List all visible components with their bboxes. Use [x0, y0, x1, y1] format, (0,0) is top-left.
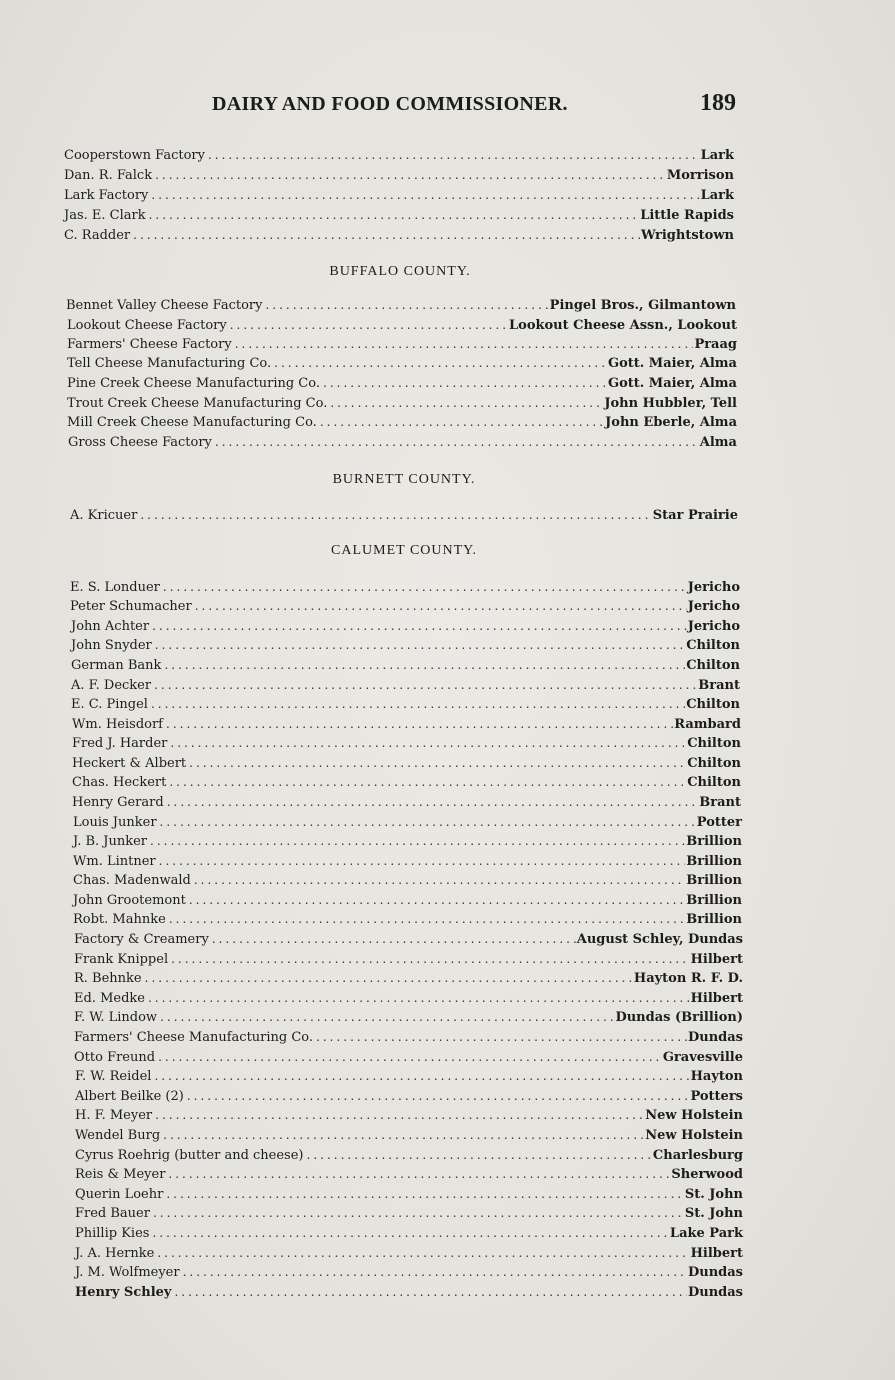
- dot-leader: [323, 374, 607, 392]
- dot-leader: [155, 1106, 644, 1124]
- entry-name: Fred Bauer: [75, 1206, 150, 1221]
- list-item: [71, 636, 740, 655]
- list-item: [75, 1106, 743, 1125]
- list-item: [75, 1126, 743, 1145]
- entry-place: August Schley, Dundas: [576, 932, 743, 947]
- entry-place: Morrison: [666, 168, 734, 183]
- dot-leader: [274, 354, 607, 372]
- entry-name: F. W. Reidel: [75, 1069, 152, 1084]
- list-item: [67, 394, 737, 413]
- dot-leader: [307, 1146, 652, 1164]
- entry-name: John Snyder: [71, 638, 152, 653]
- entry-name: Phillip Kies: [75, 1226, 150, 1241]
- dot-leader: [155, 636, 685, 654]
- dot-leader: [215, 433, 699, 451]
- entry-name: Wm. Heisdorf: [72, 717, 163, 732]
- dot-leader: [170, 734, 686, 752]
- dot-leader: [189, 754, 686, 772]
- list-item: [74, 989, 743, 1008]
- dot-leader: [149, 206, 640, 224]
- entry-name: Ed. Medke: [74, 991, 145, 1006]
- entry-name: Henry Gerard: [72, 795, 164, 810]
- entry-name: Bennet Valley Cheese Factory: [66, 298, 263, 313]
- list-item: [70, 506, 738, 525]
- entry-name: J. A. Hernke: [75, 1246, 155, 1261]
- dot-leader: [320, 413, 604, 431]
- list-item: [75, 1224, 743, 1243]
- list-item: [75, 1165, 743, 1184]
- entry-name: German Bank: [71, 658, 162, 673]
- list-item: [71, 617, 740, 636]
- entry-name: Albert Beilke (2): [75, 1089, 184, 1104]
- list-item: [64, 226, 734, 245]
- entry-name: Wm. Lintner: [73, 854, 156, 869]
- entry-name: Otto Freund: [74, 1050, 156, 1065]
- dot-leader: [154, 1067, 689, 1085]
- entry-place: Hilbert: [690, 952, 743, 967]
- entry-place: Lark: [700, 188, 734, 203]
- entry-place: Lark: [700, 148, 734, 163]
- entry-name: Fred J. Harder: [72, 736, 168, 751]
- dot-leader: [171, 950, 690, 968]
- entry-place: New Holstein: [645, 1108, 743, 1123]
- dot-leader: [152, 617, 687, 635]
- list-item: [75, 1244, 743, 1263]
- entry-name: R. Behnke: [74, 971, 142, 986]
- list-item: [75, 1263, 743, 1282]
- list-item: [74, 969, 743, 988]
- list-item: [73, 813, 742, 832]
- list-item: [75, 1283, 743, 1302]
- list-item: [64, 166, 734, 185]
- entry-place: Dundas: [687, 1030, 743, 1045]
- dot-leader: [159, 852, 686, 870]
- dot-leader: [183, 1263, 687, 1281]
- dot-leader: [150, 832, 685, 850]
- entry-place: Sherwood: [671, 1167, 743, 1182]
- entry-place: John Eberle, Alma: [605, 415, 737, 430]
- list-item: [67, 316, 737, 335]
- entry-place: Chilton: [687, 736, 741, 751]
- entry-name: Trout Creek Cheese Manufacturing Co.: [67, 396, 328, 411]
- entry-place: Dundas: [687, 1265, 743, 1280]
- dot-leader: [212, 930, 576, 948]
- entry-place: Star Prairie: [652, 508, 738, 523]
- dot-leader: [160, 1008, 614, 1026]
- entry-place: Chilton: [686, 658, 740, 673]
- dot-leader: [160, 813, 696, 831]
- dot-leader: [163, 578, 687, 596]
- entry-place: Brillion: [686, 893, 742, 908]
- dot-leader: [157, 1244, 689, 1262]
- list-item: [74, 1028, 743, 1047]
- list-item: [71, 676, 740, 695]
- list-item: [74, 1048, 743, 1067]
- entry-place: Praag: [694, 337, 737, 352]
- entry-name: John Achter: [71, 619, 150, 634]
- entry-place: Brillion: [686, 912, 742, 927]
- dot-leader: [195, 597, 687, 615]
- entry-place: Little Rapids: [640, 208, 734, 223]
- section-heading-burnett: BURNETT COUNTY.: [332, 472, 476, 487]
- entry-name: Robt. Mahnke: [73, 912, 166, 927]
- entry-place: Gott. Maier, Alma: [607, 376, 737, 391]
- list-item: [66, 296, 736, 315]
- entry-place: Brillion: [686, 854, 742, 869]
- list-item: [70, 597, 740, 616]
- entry-name: C. Radder: [64, 228, 131, 243]
- dot-leader: [158, 1048, 662, 1066]
- list-item: [75, 1146, 743, 1165]
- entry-place: Alma: [699, 435, 737, 450]
- list-item: [72, 734, 741, 753]
- dot-leader: [166, 1185, 683, 1203]
- entry-place: Brillion: [686, 873, 742, 888]
- list-item: [73, 891, 742, 910]
- list-item: [72, 773, 741, 792]
- entry-name: E. C. Pingel: [71, 697, 148, 712]
- entry-place: Charlesburg: [652, 1148, 743, 1163]
- list-item: [74, 930, 743, 949]
- entry-name: Henry Schley: [75, 1285, 172, 1300]
- dot-leader: [169, 910, 685, 928]
- entry-place: Brant: [698, 678, 740, 693]
- entry-place: John Hubbler, Tell: [604, 396, 737, 411]
- entry-name: A. Kricuer: [70, 508, 138, 523]
- entry-place: Pingel Bros., Gilmantown: [549, 298, 736, 313]
- entry-place: Potters: [690, 1089, 743, 1104]
- list-item: [74, 950, 743, 969]
- entry-name: Gross Cheese Factory: [68, 435, 212, 450]
- entry-name: Heckert & Albert: [72, 756, 187, 771]
- entry-place: Wrightstown: [641, 228, 734, 243]
- entry-name: Factory & Creamery: [74, 932, 209, 947]
- entry-place: Hilbert: [690, 991, 743, 1006]
- list-item: [67, 413, 737, 432]
- entry-place: Jericho: [687, 599, 740, 614]
- dot-leader: [194, 871, 685, 889]
- entry-name: Peter Schumacher: [70, 599, 192, 614]
- dot-leader: [163, 1126, 644, 1144]
- list-item: [73, 871, 742, 890]
- entry-name: E. S. Londuer: [70, 580, 160, 595]
- list-item: [71, 656, 740, 675]
- entry-place: Dundas: [687, 1285, 743, 1300]
- entry-name: F. W. Lindow: [74, 1010, 158, 1025]
- list-item: [75, 1067, 743, 1086]
- dot-leader: [187, 1087, 690, 1105]
- list-item: [72, 715, 741, 734]
- entry-place: Hayton R. F. D.: [633, 971, 743, 986]
- dot-leader: [166, 715, 673, 733]
- entry-name: Cooperstown Factory: [64, 148, 205, 163]
- entry-name: Cyrus Roehrig (butter and cheese): [75, 1148, 304, 1163]
- entry-place: Dundas (Brillion): [615, 1010, 743, 1025]
- list-item: [71, 695, 740, 714]
- list-item: [74, 1008, 743, 1027]
- entry-name: Dan. R. Falck: [64, 168, 153, 183]
- dot-leader: [316, 1028, 687, 1046]
- dot-leader: [151, 186, 699, 204]
- list-item: [64, 206, 734, 225]
- entry-place: Lookout Cheese Assn., Lookout: [509, 318, 737, 333]
- running-title: DAIRY AND FOOD COMMISSIONER.: [212, 93, 568, 115]
- entry-name: Chas. Madenwald: [73, 873, 191, 888]
- dot-leader: [208, 146, 700, 164]
- list-item: [75, 1087, 743, 1106]
- list-item: [70, 578, 740, 597]
- entry-name: A. F. Decker: [71, 678, 152, 693]
- entry-name: Farmers' Cheese Factory: [67, 337, 232, 352]
- entry-name: Tell Cheese Manufacturing Co.: [67, 356, 272, 371]
- entry-name: Lookout Cheese Factory: [67, 318, 227, 333]
- list-item: [72, 793, 741, 812]
- list-item: [75, 1204, 743, 1223]
- entry-name: John Grootemont: [73, 893, 186, 908]
- list-item: [73, 852, 742, 871]
- dot-leader: [152, 1224, 668, 1242]
- entry-name: Reis & Meyer: [75, 1167, 166, 1182]
- dot-leader: [155, 166, 666, 184]
- dot-leader: [330, 394, 603, 412]
- entry-place: Chilton: [687, 775, 741, 790]
- section-heading-calumet: CALUMET COUNTY.: [331, 543, 477, 558]
- dot-leader: [140, 506, 651, 524]
- entry-place: St. John: [684, 1206, 743, 1221]
- entry-name: J. M. Wolfmeyer: [75, 1265, 180, 1280]
- entry-name: J. B. Junker: [73, 834, 148, 849]
- list-item: [75, 1185, 743, 1204]
- entry-name: Chas. Heckert: [72, 775, 167, 790]
- entry-place: Chilton: [687, 756, 741, 771]
- dot-leader: [230, 316, 508, 334]
- entry-place: Chilton: [686, 697, 740, 712]
- list-item: [67, 335, 737, 354]
- dot-leader: [167, 793, 699, 811]
- entry-place: Lake Park: [669, 1226, 743, 1241]
- entry-place: Gott. Maier, Alma: [607, 356, 737, 371]
- entry-place: Brillion: [686, 834, 742, 849]
- list-item: [73, 832, 742, 851]
- entry-place: Jericho: [687, 580, 740, 595]
- dot-leader: [151, 695, 685, 713]
- entry-name: Lark Factory: [64, 188, 149, 203]
- entry-name: Wendel Burg: [75, 1128, 161, 1143]
- list-item: [68, 433, 737, 452]
- dot-leader: [174, 1283, 687, 1301]
- list-item: [64, 186, 734, 205]
- entry-place: Gravesville: [662, 1050, 743, 1065]
- entry-place: Hayton: [690, 1069, 743, 1084]
- list-item: [73, 910, 742, 929]
- entry-name: Louis Junker: [73, 815, 157, 830]
- section-heading-buffalo: BUFFALO COUNTY.: [329, 264, 471, 279]
- dot-leader: [145, 969, 633, 987]
- entry-place: Jericho: [687, 619, 740, 634]
- dot-leader: [164, 656, 685, 674]
- list-item: [67, 374, 737, 393]
- dot-leader: [168, 1165, 670, 1183]
- entry-name: Pine Creek Cheese Manufacturing Co.: [67, 376, 320, 391]
- entry-name: Farmers' Cheese Manufacturing Co.: [74, 1030, 314, 1045]
- entry-name: Mill Creek Cheese Manufacturing Co.: [67, 415, 317, 430]
- list-item: [64, 146, 734, 165]
- page-header: [0, 90, 895, 122]
- dot-leader: [169, 773, 686, 791]
- entry-name: Jas. E. Clark: [64, 208, 146, 223]
- dot-leader: [153, 1204, 684, 1222]
- list-item: [67, 354, 737, 373]
- dot-leader: [235, 335, 694, 353]
- page-number: 189: [700, 90, 736, 116]
- entry-place: Chilton: [686, 638, 740, 653]
- entry-place: Potter: [696, 815, 742, 830]
- entry-name: Frank Knippel: [74, 952, 169, 967]
- entry-place: Rambard: [674, 717, 741, 732]
- dot-leader: [148, 989, 690, 1007]
- list-item: [72, 754, 741, 773]
- entry-place: New Holstein: [645, 1128, 743, 1143]
- entry-name: H. F. Meyer: [75, 1108, 153, 1123]
- entry-place: Hilbert: [690, 1246, 743, 1261]
- dot-leader: [154, 676, 697, 694]
- entry-place: Brant: [699, 795, 741, 810]
- entry-name: Querin Loehr: [75, 1187, 164, 1202]
- dot-leader: [133, 226, 640, 244]
- dot-leader: [189, 891, 685, 909]
- dot-leader: [265, 296, 548, 314]
- entry-place: St. John: [684, 1187, 743, 1202]
